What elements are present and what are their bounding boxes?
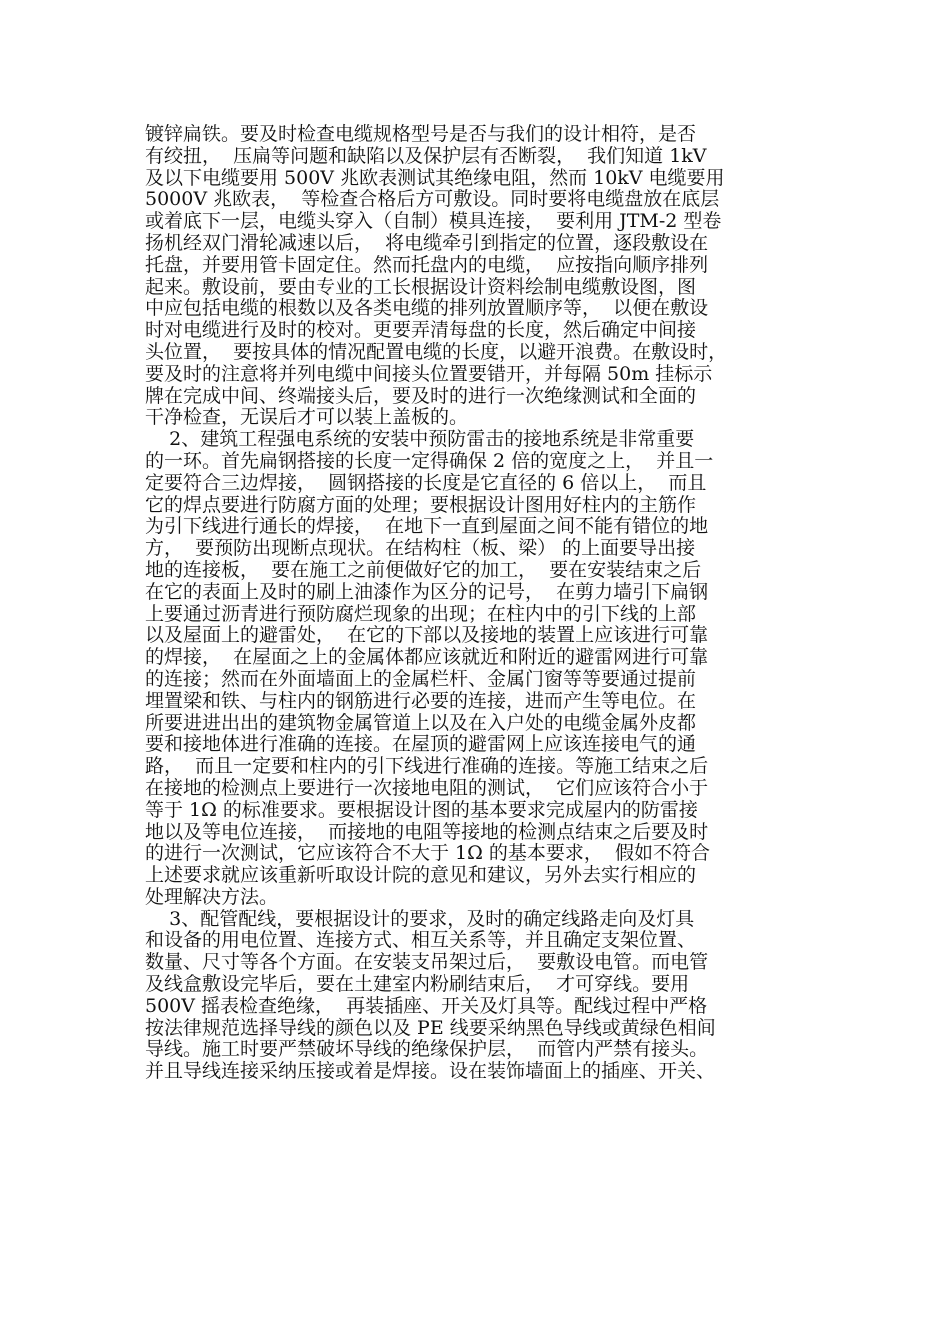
text-line: 上要通过沥青进行预防腐烂现象的出现；在柱内中的引下线的上部 bbox=[145, 602, 697, 625]
text-line: 地的连接板， 要在施工之前便做好它的加工， 要在安装结束之后 bbox=[145, 558, 702, 581]
text-line: 和设备的用电位置、连接方式、相互关系等，并且确定支架位置、 bbox=[145, 929, 697, 952]
text-line: 500V 摇表检查绝缘， 再装插座、开关及灯具等。配线过程中严格 bbox=[145, 994, 708, 1017]
text-line: 头位置， 要按具体的情况配置电缆的长度，以避开浪费。在敷设时， bbox=[145, 340, 728, 363]
text-line: 时对电缆进行及时的校对。更要弄清每盘的长度，然后确定中间接 bbox=[145, 319, 697, 342]
text-line: 定要符合三边焊接， 圆钢搭接的长度是它直径的 6 倍以上， 而且 bbox=[145, 471, 707, 494]
text-line: 要及时的注意将并列电缆中间接头位置要错开，并每隔 50m 挂标示 bbox=[145, 362, 713, 385]
text-line: 上述要求就应该重新听取设计院的意见和建议，另外去实行相应的 bbox=[145, 864, 697, 887]
text-line: 在接地的检测点上要进行一次接地电阻的测试， 它们应该符合小于 bbox=[145, 776, 709, 799]
text-line: 按法律规范选择导线的颜色以及 PE 线要采纳黑色导线或黄绿色相间 bbox=[145, 1016, 716, 1039]
text-line: 镀锌扁铁。要及时检查电缆规格型号是否与我们的设计相符，是否 bbox=[145, 123, 697, 145]
text-line: 2、建筑工程强电系统的安装中预防雷击的接地系统是非常重要 bbox=[145, 428, 695, 451]
text-line: 托盘，并要用管卡固定住。然而托盘内的电缆， 应按指向顺序排列 bbox=[145, 253, 709, 276]
text-line: 方， 要预防出现断点现状。在结构柱（板、梁） 的上面要导出接 bbox=[145, 537, 696, 560]
text-line: 干净检查，无误后才可以装上盖板的。 bbox=[145, 406, 469, 429]
text-line: 等于 1Ω 的标准要求。要根据设计图的基本要求完成屋内的防雷接 bbox=[145, 798, 698, 821]
text-line: 或着底下一层，电缆头穿入（自制）模具连接， 要利用 JTM-2 型卷 bbox=[145, 210, 722, 233]
text-line: 处理解决方法。 bbox=[145, 885, 279, 908]
body-text bbox=[145, 124, 825, 1083]
text-line: 的进行一次测试，它应该符合不大于 1Ω 的基本要求， 假如不符合 bbox=[145, 842, 711, 865]
text-line: 路， 而且一定要和柱内的引下线进行准确的连接。等施工结束之后 bbox=[145, 755, 709, 778]
text-line: 5000V 兆欧表， 等检查合格后方可敷设。同时要将电缆盘放在底层 bbox=[145, 188, 720, 211]
text-line: 地以及等电位连接， 而接地的电阻等接地的检测点结束之后要及时 bbox=[145, 820, 709, 843]
text-line: 的连接；然而在外面墙面上的金属栏杆、金属门窗等等要通过提前 bbox=[145, 667, 697, 690]
text-line: 及线盒敷设完毕后，要在土建室内粉刷结束后， 才可穿线。要用 bbox=[145, 973, 690, 996]
text-line: 中应包括电缆的根数以及各类电缆的排列放置顺序等， 以便在敷设 bbox=[145, 297, 709, 320]
text-line: 它的焊点要进行防腐方面的处理；要根据设计图用好柱内的主筋作 bbox=[145, 493, 697, 516]
text-line: 及以下电缆要用 500V 兆欧表测试其绝缘电阻，然而 10kV 电缆要用 bbox=[145, 166, 725, 189]
text-line: 数量、尺寸等各个方面。在安装支吊架过后， 要敷设电管。而电管 bbox=[145, 951, 709, 974]
text-line: 的一环。首先扁钢搭接的长度一定得确保 2 倍的宽度之上， 并且一 bbox=[145, 449, 714, 472]
text-line: 并且导线连接采纳压接或着是焊接。设在装饰墙面上的插座、开关、 bbox=[145, 1060, 716, 1083]
text-line: 要和接地体进行准确的连接。在屋顶的避雷网上应该连接电气的通 bbox=[145, 733, 697, 756]
text-line: 所要进进出出的建筑物金属管道上以及在入户处的电缆金属外皮都 bbox=[145, 711, 697, 734]
text-line: 起来。敷设前，要由专业的工长根据设计资料绘制电缆敷设图，图 bbox=[145, 275, 697, 298]
text-line: 导线。施工时要严禁破坏导线的绝缘保护层， 而管内严禁有接头。 bbox=[145, 1038, 709, 1061]
text-line: 牌在完成中间、终端接头后，要及时的进行一次绝缘测试和全面的 bbox=[145, 384, 697, 407]
text-line: 埋置梁和铁、与柱内的钢筋进行必要的连接，进而产生等电位。在 bbox=[145, 689, 697, 712]
text-line: 扬机经双门滑轮减速以后， 将电缆牵引到指定的位置，逐段敷设在 bbox=[145, 231, 709, 254]
text-line: 的焊接， 在屋面之上的金属体都应该就近和附近的避雷网进行可靠 bbox=[145, 646, 709, 669]
text-line: 以及屋面上的避雷处， 在它的下部以及接地的装置上应该进行可靠 bbox=[145, 624, 709, 647]
text-line: 有绞扭， 压扁等问题和缺陷以及保护层有否断裂， 我们知道 1kV bbox=[145, 144, 707, 167]
text-line: 在它的表面上及时的刷上油漆作为区分的记号， 在剪力墙引下扁钢 bbox=[145, 580, 709, 603]
text-line: 3、配管配线，要根据设计的要求，及时的确定线路走向及灯具 bbox=[145, 907, 695, 930]
text-line: 为引下线进行通长的焊接， 在地下一直到屋面之间不能有错位的地 bbox=[145, 515, 709, 538]
